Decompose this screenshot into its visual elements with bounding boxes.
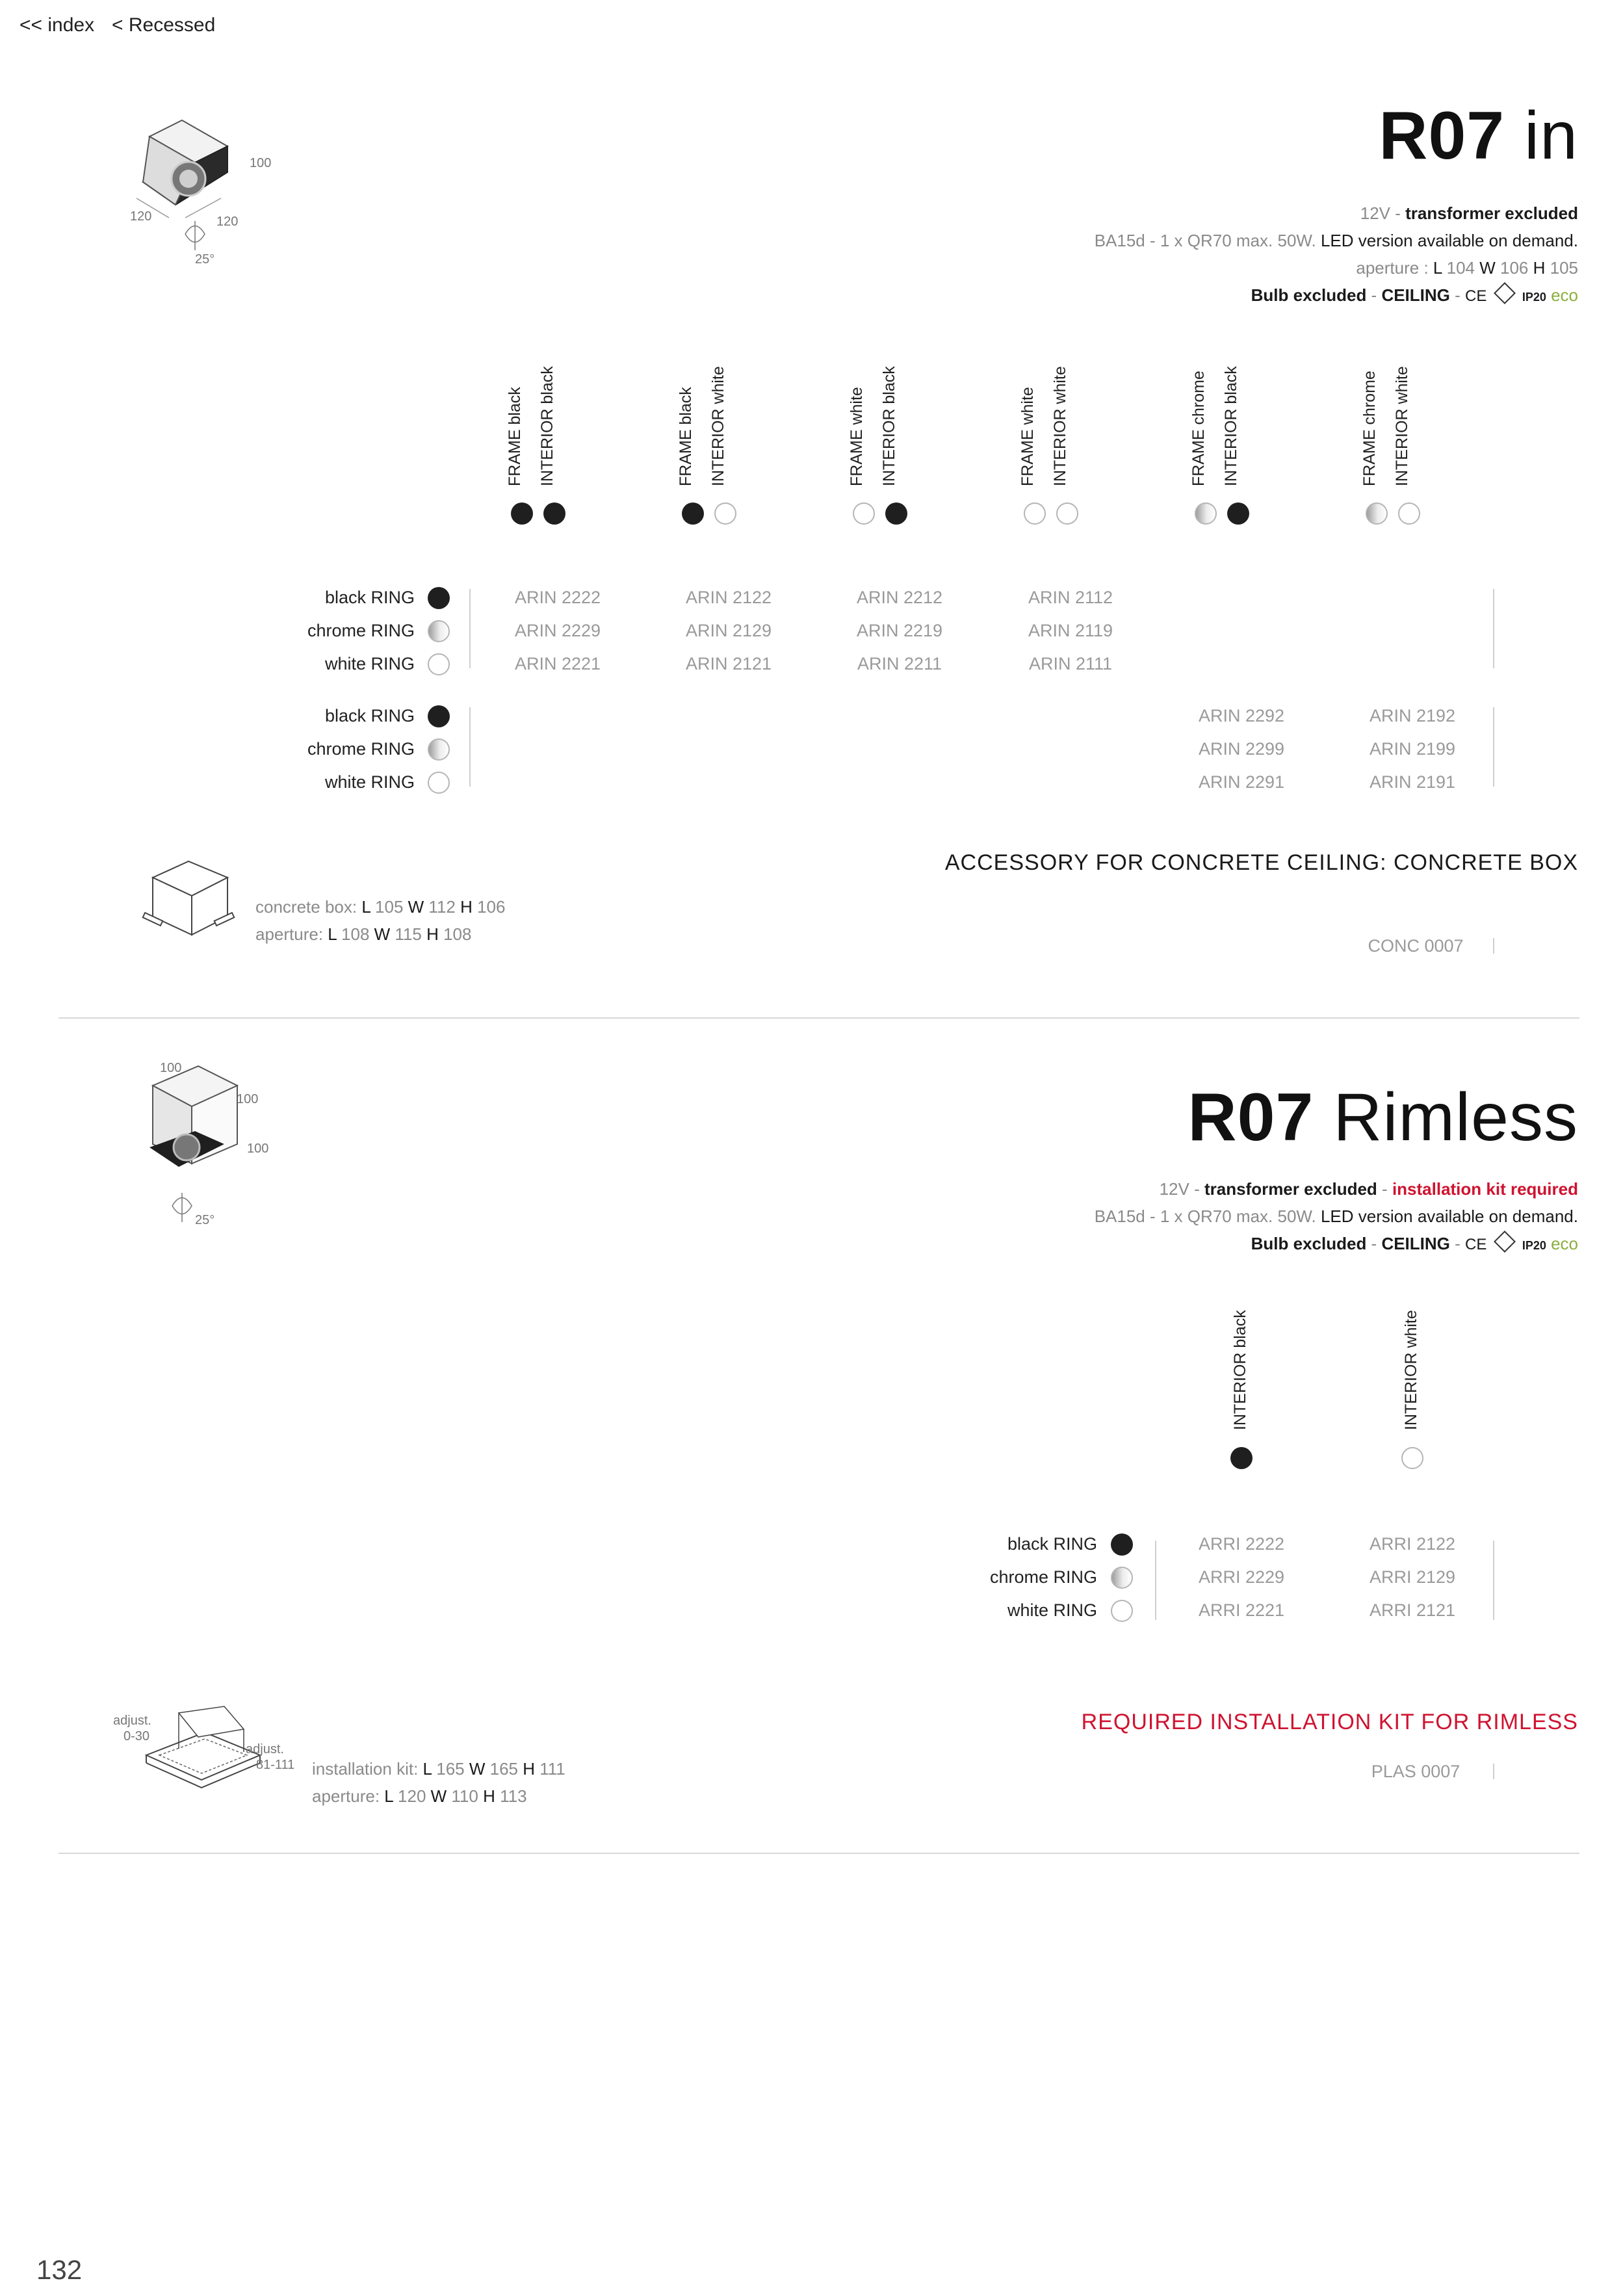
column-header-frame: FRAME white xyxy=(848,387,866,486)
accessory-title: ACCESSORY FOR CONCRETE CEILING: CONCRETE BOX xyxy=(944,850,1578,875)
column-header-frame: FRAME black xyxy=(506,387,524,486)
ring-white-swatch xyxy=(428,772,450,794)
column-header-frame: FRAME white xyxy=(1019,387,1037,486)
ring-white-swatch xyxy=(1111,1600,1133,1622)
adjust-label: adjust. xyxy=(113,1714,151,1728)
divider xyxy=(1493,707,1494,787)
product-code: ARIN 2299 xyxy=(1198,739,1285,759)
concrete-box-code: CONC 0007 xyxy=(1368,936,1464,956)
ring-chrome-swatch xyxy=(428,738,450,761)
product-code: ARIN 2129 xyxy=(685,621,772,640)
product-code: ARRI 2122 xyxy=(1369,1534,1456,1554)
concrete-box-dims: concrete box: L 105 W 112 H 106 xyxy=(255,897,506,917)
product-code: ARIN 2219 xyxy=(856,621,943,640)
frame-chrome-swatch xyxy=(1366,502,1388,525)
r07-rimless-voltage-line: 12V - transformer excluded - installation kit required xyxy=(1159,1179,1578,1199)
divider xyxy=(469,589,471,668)
product-code: ARRI 2129 xyxy=(1369,1567,1456,1587)
ring-label: white RING xyxy=(1007,1600,1097,1620)
product-code: ARIN 2121 xyxy=(685,654,772,673)
product-code: ARIN 2199 xyxy=(1369,739,1456,759)
page-number: 132 xyxy=(36,2254,83,2285)
divider xyxy=(1493,938,1494,954)
ring-chrome-swatch xyxy=(1111,1567,1133,1589)
product-code: ARRI 2121 xyxy=(1369,1600,1456,1620)
ring-black-swatch xyxy=(1111,1533,1133,1556)
ring-label: black RING xyxy=(1007,1534,1097,1554)
product-code: ARIN 2221 xyxy=(514,654,601,673)
product-code: ARRI 2222 xyxy=(1198,1534,1285,1554)
interior-black-swatch xyxy=(885,502,907,525)
ring-label: chrome RING xyxy=(989,1567,1097,1587)
tilt-angle: 25° xyxy=(195,252,215,267)
r07-rimless-bulb-line: BA15d - 1 x QR70 max. 50W. LED version available on demand. xyxy=(1094,1207,1578,1226)
r07-rimless-drawing xyxy=(133,1060,302,1242)
dim-length: 120 xyxy=(130,209,152,224)
column-header-frame: FRAME chrome xyxy=(1189,371,1208,486)
dim-height: 100 xyxy=(247,1141,269,1156)
product-code: ARIN 2192 xyxy=(1369,706,1456,725)
eco-icon: eco xyxy=(1551,285,1578,305)
r07-in-voltage-line: 12V - transformer excluded xyxy=(1360,203,1578,223)
ring-chrome-swatch xyxy=(428,620,450,642)
divider xyxy=(1493,1764,1494,1779)
dim-side: 100 xyxy=(237,1092,259,1106)
interior-black-swatch xyxy=(1230,1447,1253,1469)
frame-white-swatch xyxy=(853,502,875,525)
interior-white-swatch xyxy=(1398,502,1420,525)
ip-rating: IP20 xyxy=(1522,1239,1546,1252)
frame-white-swatch xyxy=(1024,502,1046,525)
concrete-box-drawing xyxy=(140,852,237,949)
r07-rimless-cert-line: Bulb excluded - CEILING - CE IP20 eco xyxy=(1251,1234,1578,1254)
installation-kit-drawing xyxy=(140,1703,270,1814)
ring-label: chrome RING xyxy=(307,621,415,640)
ring-label: white RING xyxy=(324,654,415,673)
r07-in-bulb-line: BA15d - 1 x QR70 max. 50W. LED version available on demand. xyxy=(1094,231,1578,250)
divider xyxy=(1155,1541,1156,1620)
product-code: ARIN 2119 xyxy=(1028,621,1113,640)
interior-black-swatch xyxy=(543,502,565,525)
section-separator xyxy=(58,1017,1579,1019)
column-header-interior: INTERIOR white xyxy=(1393,366,1411,486)
dim-width: 120 xyxy=(216,215,239,229)
ring-black-swatch xyxy=(428,705,450,727)
frame-black-swatch xyxy=(511,502,533,525)
frame-black-swatch xyxy=(682,502,704,525)
product-code: ARIN 2111 xyxy=(1028,654,1113,673)
r07-in-title: R07 in xyxy=(1379,98,1578,174)
recessed-link[interactable]: < Recessed xyxy=(112,14,216,36)
ip-rating: IP20 xyxy=(1522,291,1546,304)
frame-chrome-swatch xyxy=(1195,502,1217,525)
column-header-interior: INTERIOR white xyxy=(1051,366,1069,486)
fire-rating-icon xyxy=(1494,1231,1516,1253)
installation-kit-dims: installation kit: L 165 W 165 H 111 xyxy=(312,1759,565,1779)
column-header-frame: FRAME chrome xyxy=(1360,371,1379,486)
product-code: ARIN 2211 xyxy=(857,654,942,673)
installation-kit-code: PLAS 0007 xyxy=(1371,1762,1461,1781)
product-code: ARIN 2292 xyxy=(1198,706,1285,725)
section-separator xyxy=(58,1853,1579,1854)
tilt-angle: 25° xyxy=(195,1213,215,1227)
divider xyxy=(1493,589,1494,668)
index-link[interactable]: << index xyxy=(19,14,95,36)
product-code: ARIN 2122 xyxy=(685,588,772,607)
interior-white-swatch xyxy=(714,502,736,525)
dim-height: 100 xyxy=(250,156,272,170)
installation-kit-title: REQUIRED INSTALLATION KIT FOR RIMLESS xyxy=(1081,1710,1578,1734)
product-code: ARIN 2212 xyxy=(856,588,943,607)
r07-rimless-title: R07 Rimless xyxy=(1188,1080,1578,1155)
ring-label: black RING xyxy=(324,588,415,607)
product-code: ARIN 2291 xyxy=(1198,772,1285,792)
column-header-interior: INTERIOR black xyxy=(1222,366,1240,486)
product-code: ARRI 2221 xyxy=(1198,1600,1285,1620)
product-code: ARIN 2112 xyxy=(1028,588,1113,607)
divider xyxy=(469,707,471,787)
interior-white-swatch xyxy=(1401,1447,1423,1469)
product-code: ARIN 2191 xyxy=(1369,772,1456,792)
interior-white-swatch xyxy=(1056,502,1078,525)
divider xyxy=(1493,1541,1494,1620)
interior-black-swatch xyxy=(1227,502,1249,525)
column-header-interior: INTERIOR black xyxy=(538,366,556,486)
ring-label: chrome RING xyxy=(307,739,415,759)
column-header-interior: INTERIOR black xyxy=(1231,1310,1249,1430)
column-header-interior: INTERIOR white xyxy=(1402,1310,1420,1430)
r07-in-cert-line: Bulb excluded - CEILING - CE IP20 eco xyxy=(1251,285,1578,306)
concrete-box-aperture: aperture: L 108 W 115 H 108 xyxy=(255,924,472,944)
product-code: ARRI 2229 xyxy=(1198,1567,1285,1587)
ce-mark-icon: CE xyxy=(1465,287,1487,305)
dim-top: 100 xyxy=(160,1061,182,1075)
ring-label: black RING xyxy=(324,706,415,725)
adjust-label: adjust. xyxy=(246,1742,284,1756)
r07-in-aperture-line: aperture : L 104 W 106 H 105 xyxy=(1356,258,1578,278)
adjust-range: 0-30 xyxy=(123,1729,150,1743)
product-code: ARIN 2222 xyxy=(514,588,601,607)
ring-black-swatch xyxy=(428,587,450,609)
ce-mark-icon: CE xyxy=(1465,1236,1487,1253)
fire-rating-icon xyxy=(1494,282,1516,304)
eco-icon: eco xyxy=(1551,1234,1578,1253)
product-code: ARIN 2229 xyxy=(514,621,601,640)
adjust-range: 81-111 xyxy=(256,1758,295,1772)
installation-kit-aperture: aperture: L 120 W 110 H 113 xyxy=(312,1786,527,1806)
column-header-frame: FRAME black xyxy=(677,387,695,486)
ring-white-swatch xyxy=(428,653,450,675)
ring-label: white RING xyxy=(324,772,415,792)
column-header-interior: INTERIOR black xyxy=(880,366,898,486)
column-header-interior: INTERIOR white xyxy=(709,366,727,486)
